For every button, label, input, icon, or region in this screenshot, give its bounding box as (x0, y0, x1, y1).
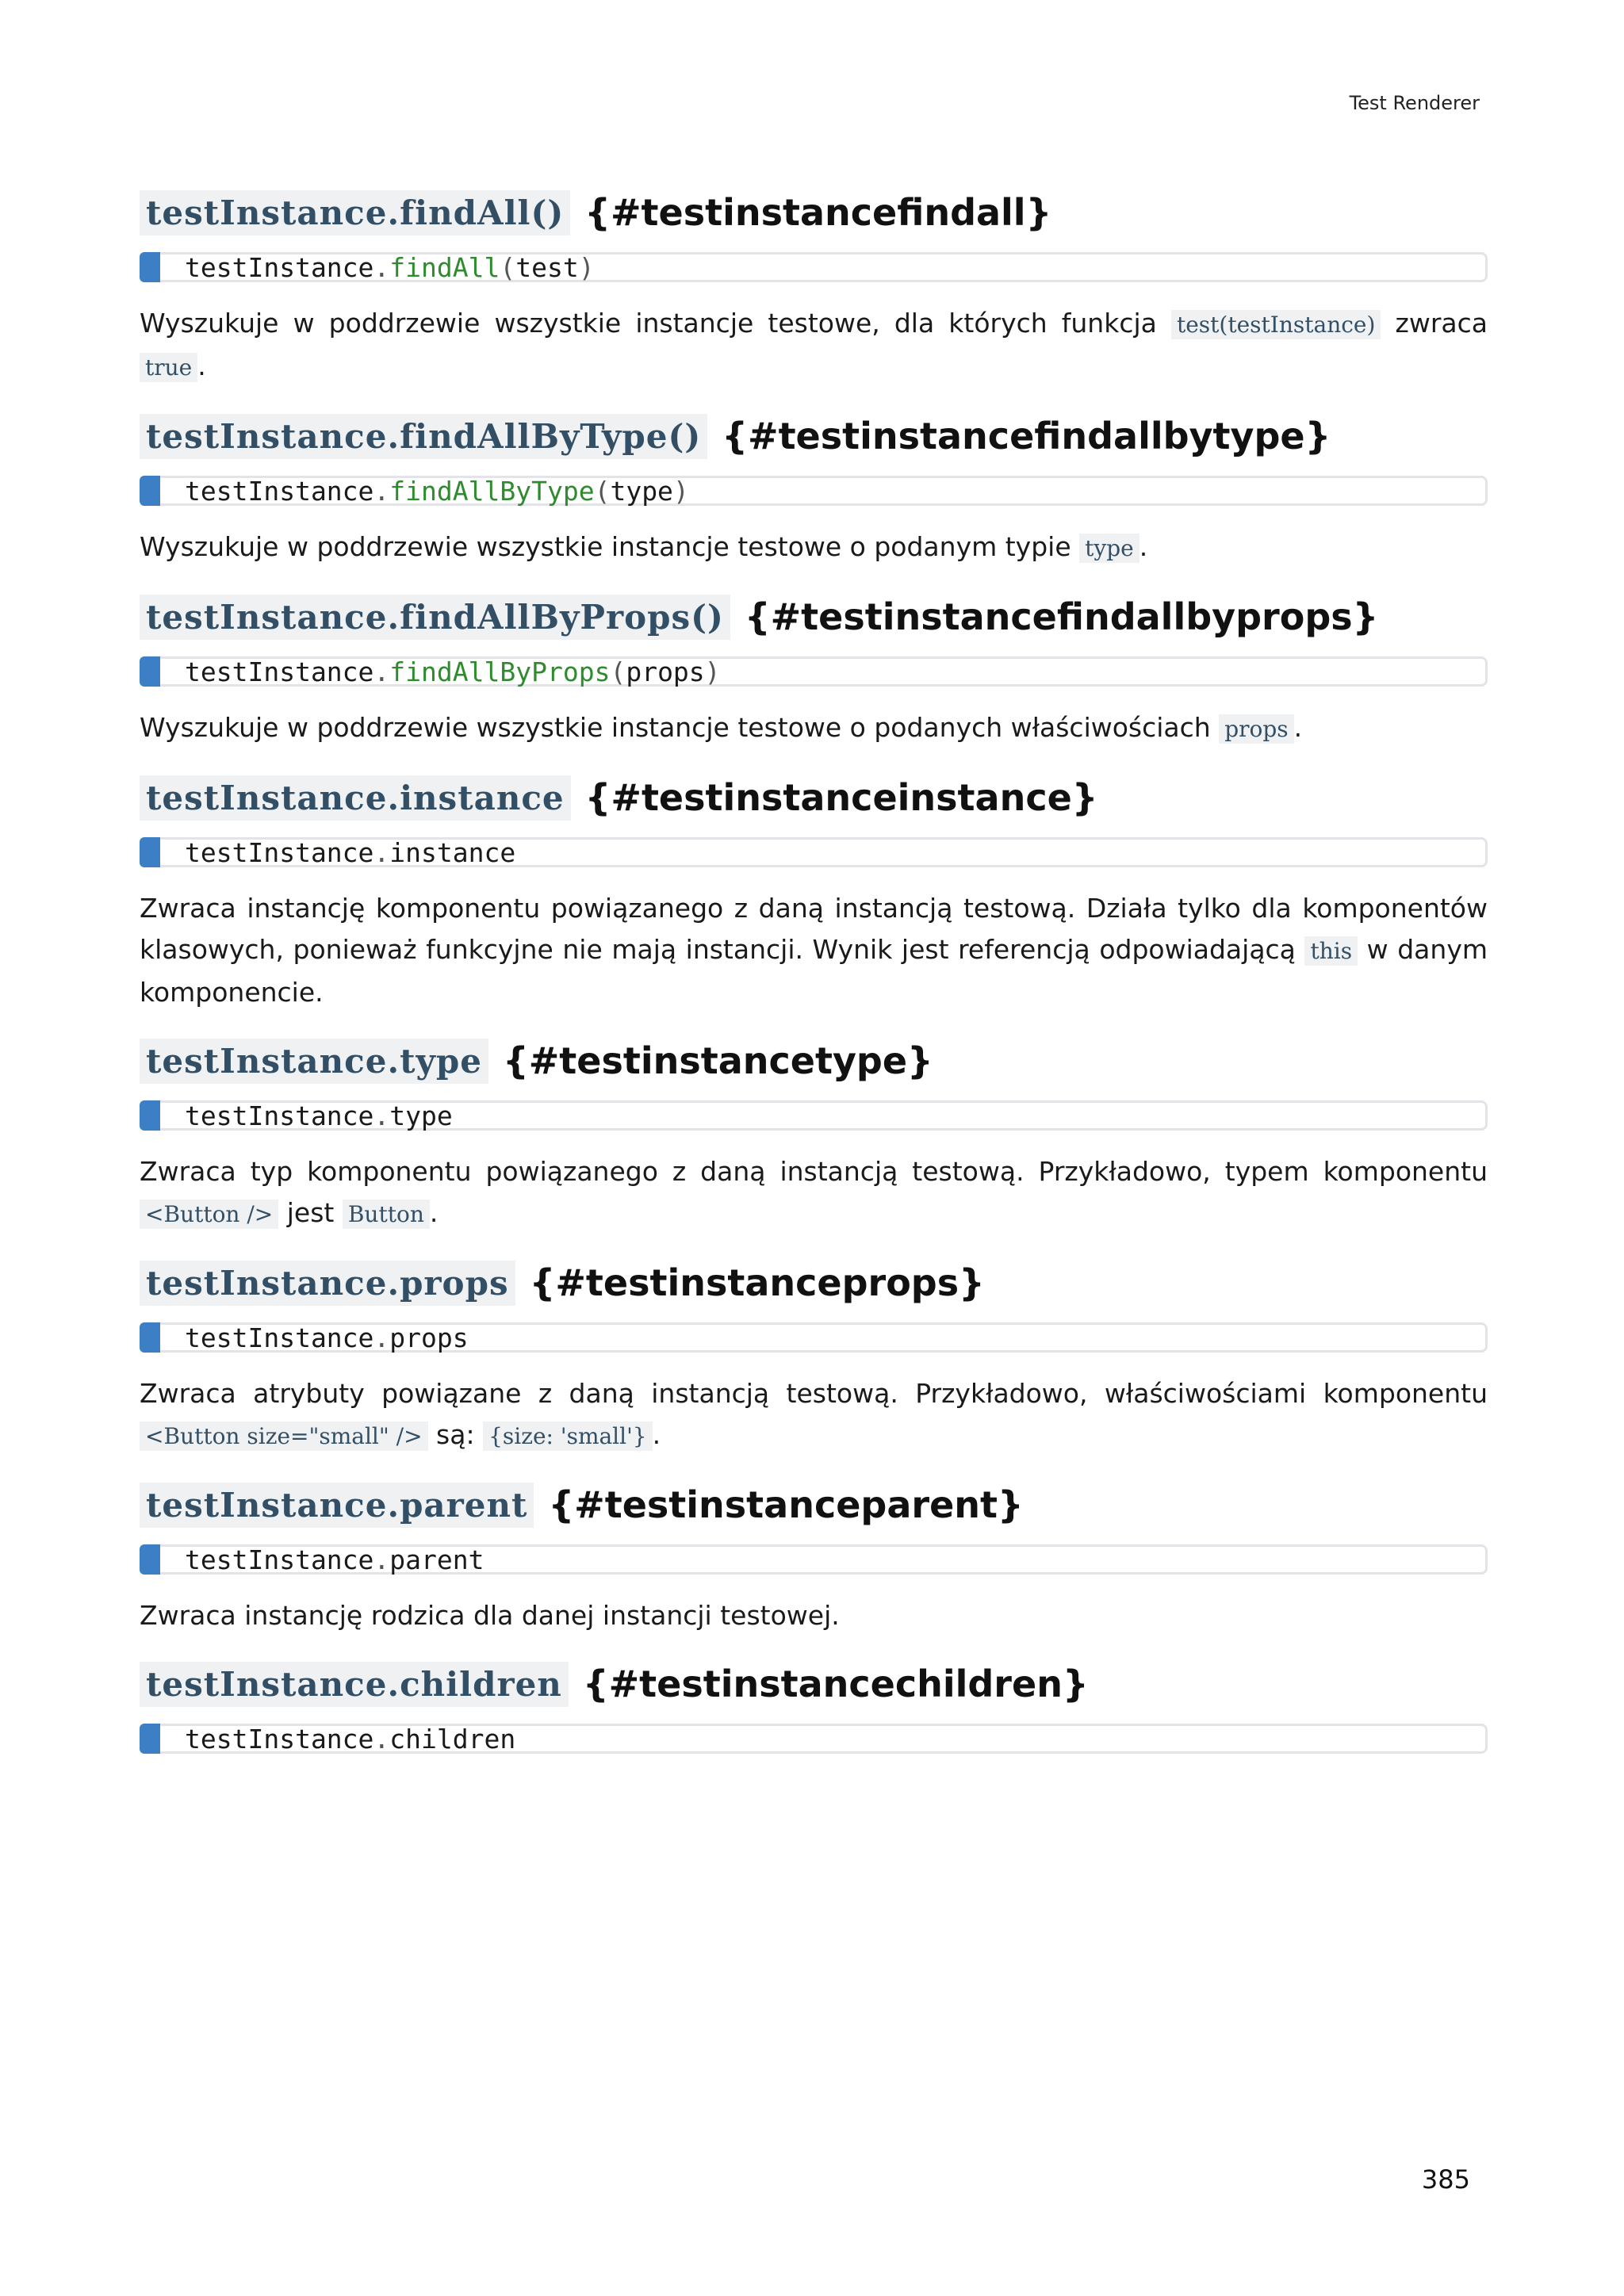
section-description (140, 888, 1488, 1013)
code-token-fn: findAllByProps (389, 656, 611, 687)
description-text: w danym komponencie. (140, 934, 1488, 1008)
code-block-marker (140, 1544, 160, 1575)
description-text: są: (427, 1419, 484, 1450)
code-signature (185, 656, 721, 687)
code-signature (185, 476, 689, 507)
section-description (140, 1151, 1488, 1235)
code-token-obj: testInstance (185, 475, 374, 507)
code-block (140, 656, 1488, 687)
section-heading (140, 412, 1488, 460)
heading-code: testInstance.children (140, 1662, 569, 1707)
description-text: Zwraca instancję rodzica dla danej instancji testowej. (140, 1600, 840, 1631)
code-block-marker (140, 1724, 160, 1754)
code-token-args: children (389, 1723, 516, 1755)
heading-anchor: {#testinstancefindallbytype} (722, 415, 1331, 457)
code-block (140, 252, 1488, 282)
code-token-close: ) (704, 656, 721, 687)
code-token-dot: . (373, 1723, 390, 1755)
code-signature (185, 837, 515, 868)
code-token-dot: . (373, 1544, 390, 1575)
code-token-obj: testInstance (185, 836, 374, 868)
description-text: zwraca (1381, 308, 1488, 339)
code-token-obj: testInstance (185, 1723, 374, 1755)
code-token-dot: . (373, 251, 390, 283)
code-token-fn: findAllByType (389, 475, 595, 507)
description-text: . (1293, 712, 1303, 743)
code-block (140, 1100, 1488, 1131)
heading-code: testInstance.findAllByProps() (140, 595, 730, 640)
api-section (140, 1660, 1488, 1754)
heading-anchor: {#testinstancetype} (502, 1039, 933, 1082)
code-token-open: ( (500, 251, 516, 283)
page-number: 385 (1421, 2164, 1470, 2195)
code-block (140, 1322, 1488, 1353)
description-text: Zwraca atrybuty powiązane z daną instancją testową. Przykładowo, właściwościami komponentu (140, 1378, 1488, 1409)
description-text: Wyszukuje w poddrzewie wszystkie instancje testowe o podanym typie (140, 531, 1080, 562)
code-signature (185, 252, 595, 283)
code-block (140, 1724, 1488, 1754)
inline-code: Button (343, 1200, 430, 1229)
heading-anchor: {#testinstanceparent} (548, 1483, 1024, 1526)
description-text: Zwraca instancję komponentu powiązanego z daną instancją testową. Działa tylko dla komponentów klasowych, ponieważ funkcyjne nie mają instancji. Wynik jest referencją odpowiadającą (140, 893, 1488, 965)
code-token-obj: testInstance (185, 1544, 374, 1575)
heading-anchor: {#testinstancefindall} (584, 191, 1052, 234)
heading-anchor: {#testinstanceinstance} (584, 776, 1098, 819)
api-section (140, 412, 1488, 569)
code-token-args: props (626, 656, 705, 687)
inline-code: props (1219, 714, 1293, 744)
section-heading (140, 774, 1488, 821)
heading-code: testInstance.props (140, 1261, 515, 1306)
code-token-open: ( (610, 656, 626, 687)
api-section (140, 1481, 1488, 1636)
code-token-dot: . (373, 1100, 390, 1131)
api-section (140, 593, 1488, 750)
heading-code: testInstance.findAll() (140, 190, 570, 235)
code-token-dot: . (373, 836, 390, 868)
section-heading (140, 1660, 1488, 1708)
section-heading (140, 189, 1488, 236)
api-section (140, 774, 1488, 1013)
code-block-marker (140, 476, 160, 506)
api-section (140, 1259, 1488, 1457)
code-token-fn: findAll (389, 251, 500, 283)
running-header: Test Renderer (1349, 92, 1480, 114)
code-token-args: type (389, 1100, 453, 1131)
inline-code: <Button size="small" /> (140, 1422, 428, 1451)
section-heading (140, 1037, 1488, 1085)
description-text: . (429, 1197, 439, 1228)
description-text: . (652, 1419, 661, 1450)
api-section (140, 189, 1488, 388)
section-description (140, 707, 1488, 750)
section-description (140, 1595, 1488, 1636)
heading-code: testInstance.findAllByType() (140, 414, 707, 459)
description-text: . (197, 350, 206, 381)
heading-code: testInstance.type (140, 1039, 488, 1084)
description-text: Wyszukuje w poddrzewie wszystkie instancje testowe o podanych właściwościach (140, 712, 1220, 743)
code-token-obj: testInstance (185, 656, 374, 687)
code-token-args: test (515, 251, 579, 283)
code-token-obj: testInstance (185, 1100, 374, 1131)
code-signature (185, 1544, 485, 1575)
code-signature (185, 1322, 469, 1353)
heading-anchor: {#testinstancefindallbyprops} (744, 595, 1379, 638)
code-token-args: parent (389, 1544, 485, 1575)
section-heading (140, 1481, 1488, 1529)
code-token-dot: . (373, 656, 390, 687)
code-block-marker (140, 1322, 160, 1353)
page-content (140, 189, 1488, 1777)
code-token-obj: testInstance (185, 251, 374, 283)
inline-code: true (140, 353, 197, 382)
code-block-marker (140, 252, 160, 282)
code-token-args: props (389, 1322, 469, 1353)
code-block (140, 837, 1488, 867)
code-token-args: type (610, 475, 673, 507)
section-description (140, 303, 1488, 388)
code-token-close: ) (672, 475, 689, 507)
inline-code: test(testInstance) (1171, 310, 1381, 339)
heading-code: testInstance.instance (140, 775, 571, 821)
heading-code: testInstance.parent (140, 1483, 534, 1528)
code-token-dot: . (373, 475, 390, 507)
section-heading (140, 593, 1488, 641)
code-token-dot: . (373, 1322, 390, 1353)
heading-anchor: {#testinstancechildren} (582, 1663, 1089, 1705)
code-block (140, 476, 1488, 506)
section-description (140, 1373, 1488, 1457)
description-text: jest (278, 1197, 343, 1228)
code-token-close: ) (578, 251, 595, 283)
description-text: . (1139, 531, 1148, 562)
inline-code: type (1079, 534, 1139, 563)
code-token-args: instance (389, 836, 516, 868)
api-section (140, 1037, 1488, 1235)
code-block-marker (140, 1100, 160, 1131)
inline-code: this (1304, 936, 1358, 966)
code-block (140, 1544, 1488, 1575)
code-block-marker (140, 837, 160, 867)
description-text: Zwraca typ komponentu powiązanego z daną instancją testową. Przykładowo, typem komponentu (140, 1156, 1488, 1187)
code-signature (185, 1100, 453, 1131)
code-signature (185, 1724, 515, 1755)
section-heading (140, 1259, 1488, 1307)
inline-code: {size: 'small'} (483, 1422, 653, 1451)
inline-code: <Button /> (140, 1200, 278, 1229)
code-token-obj: testInstance (185, 1322, 374, 1353)
code-token-open: ( (594, 475, 611, 507)
heading-anchor: {#testinstanceprops} (529, 1261, 985, 1304)
section-description (140, 526, 1488, 569)
api-sections (140, 189, 1488, 1754)
code-block-marker (140, 656, 160, 687)
description-text: Wyszukuje w poddrzewie wszystkie instancje testowe, dla których funkcja (140, 308, 1171, 339)
